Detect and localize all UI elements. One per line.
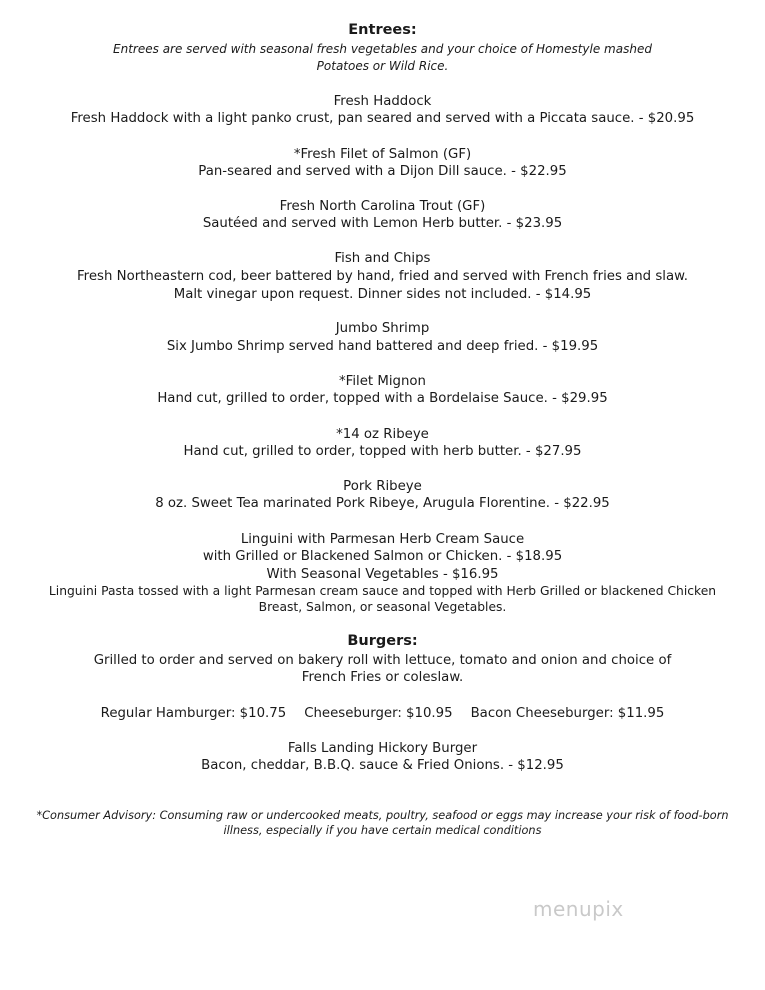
entree-desc: Hand cut, grilled to order, topped with a Bordelaise Sauce. - $29.95 <box>157 391 608 406</box>
entree-desc: Sautéed and served with Lemon Herb butter. - $23.95 <box>202 216 563 231</box>
entree-name: Pork Ribeye <box>343 479 422 494</box>
entrees-heading: Entrees: <box>348 22 417 38</box>
entree-desc: Fresh Haddock with a light panko crust, pan seared and served with a Piccata sauce. - $20.95 <box>70 111 695 126</box>
entree-desc: 8 oz. Sweet Tea marinated Pork Ribeye, Arugula Florentine. - $22.95 <box>155 496 610 511</box>
entree-desc: Malt vinegar upon request. Dinner sides not included. - $14.95 <box>173 287 592 302</box>
entree-note: Breast, Salmon, or seasonal Vegetables. <box>258 600 507 614</box>
burger-price-row <box>0 705 765 722</box>
entree-desc: Bacon, cheddar, B.B.Q. sauce & Fried Onions. - $12.95 <box>201 758 564 773</box>
entree-name: Falls Landing Hickory Burger <box>287 741 478 756</box>
entree-note: Linguini Pasta tossed with a light Parmesan cream sauce and topped with Herb Grilled or blackened Chicken <box>48 584 717 598</box>
entree-name: Fish and Chips <box>334 251 431 266</box>
entrees-intro-line2: Potatoes or Wild Rice. <box>316 59 449 73</box>
burgers-intro-line2: French Fries or coleslaw. <box>301 670 464 685</box>
consumer-advisory-line2: illness, especially if you have certain medical conditions <box>223 824 542 837</box>
burger-price: Cheeseburger: $10.95 <box>304 706 453 721</box>
entree-desc: with Grilled or Blackened Salmon or Chicken. - $18.95 <box>202 549 563 564</box>
menupix-watermark: menupix <box>533 897 624 921</box>
entree-name: Fresh Haddock <box>333 94 432 109</box>
entree-desc: Pan-seared and served with a Dijon Dill sauce. - $22.95 <box>198 164 567 179</box>
burgers-heading: Burgers: <box>347 633 418 649</box>
consumer-advisory-line1: *Consumer Advisory: Consuming raw or undercooked meats, poultry, seafood or eggs may increase your risk of food-born <box>36 809 729 822</box>
entree-desc: With Seasonal Vegetables - $16.95 <box>266 567 499 582</box>
entrees-intro-line1: Entrees are served with seasonal fresh vegetables and your choice of Homestyle mashed <box>113 42 652 56</box>
entree-desc: Six Jumbo Shrimp served hand battered and deep fried. - $19.95 <box>166 339 599 354</box>
entree-name: *14 oz Ribeye <box>336 427 429 442</box>
entree-desc: Hand cut, grilled to order, topped with herb butter. - $27.95 <box>183 444 582 459</box>
burger-price: Bacon Cheeseburger: $11.95 <box>470 706 665 721</box>
entree-name: Linguini with Parmesan Herb Cream Sauce <box>240 532 525 547</box>
burger-price: Regular Hamburger: $10.75 <box>100 706 287 721</box>
entree-name: *Filet Mignon <box>339 374 426 389</box>
burgers-intro-line1: Grilled to order and served on bakery roll with lettuce, tomato and onion and choice of <box>93 653 672 668</box>
entree-name: Fresh North Carolina Trout (GF) <box>279 199 486 214</box>
entree-name: *Fresh Filet of Salmon (GF) <box>293 147 472 162</box>
entree-desc: Fresh Northeastern cod, beer battered by hand, fried and served with French fries and slaw. <box>77 269 688 284</box>
entree-name: Jumbo Shrimp <box>335 321 430 336</box>
